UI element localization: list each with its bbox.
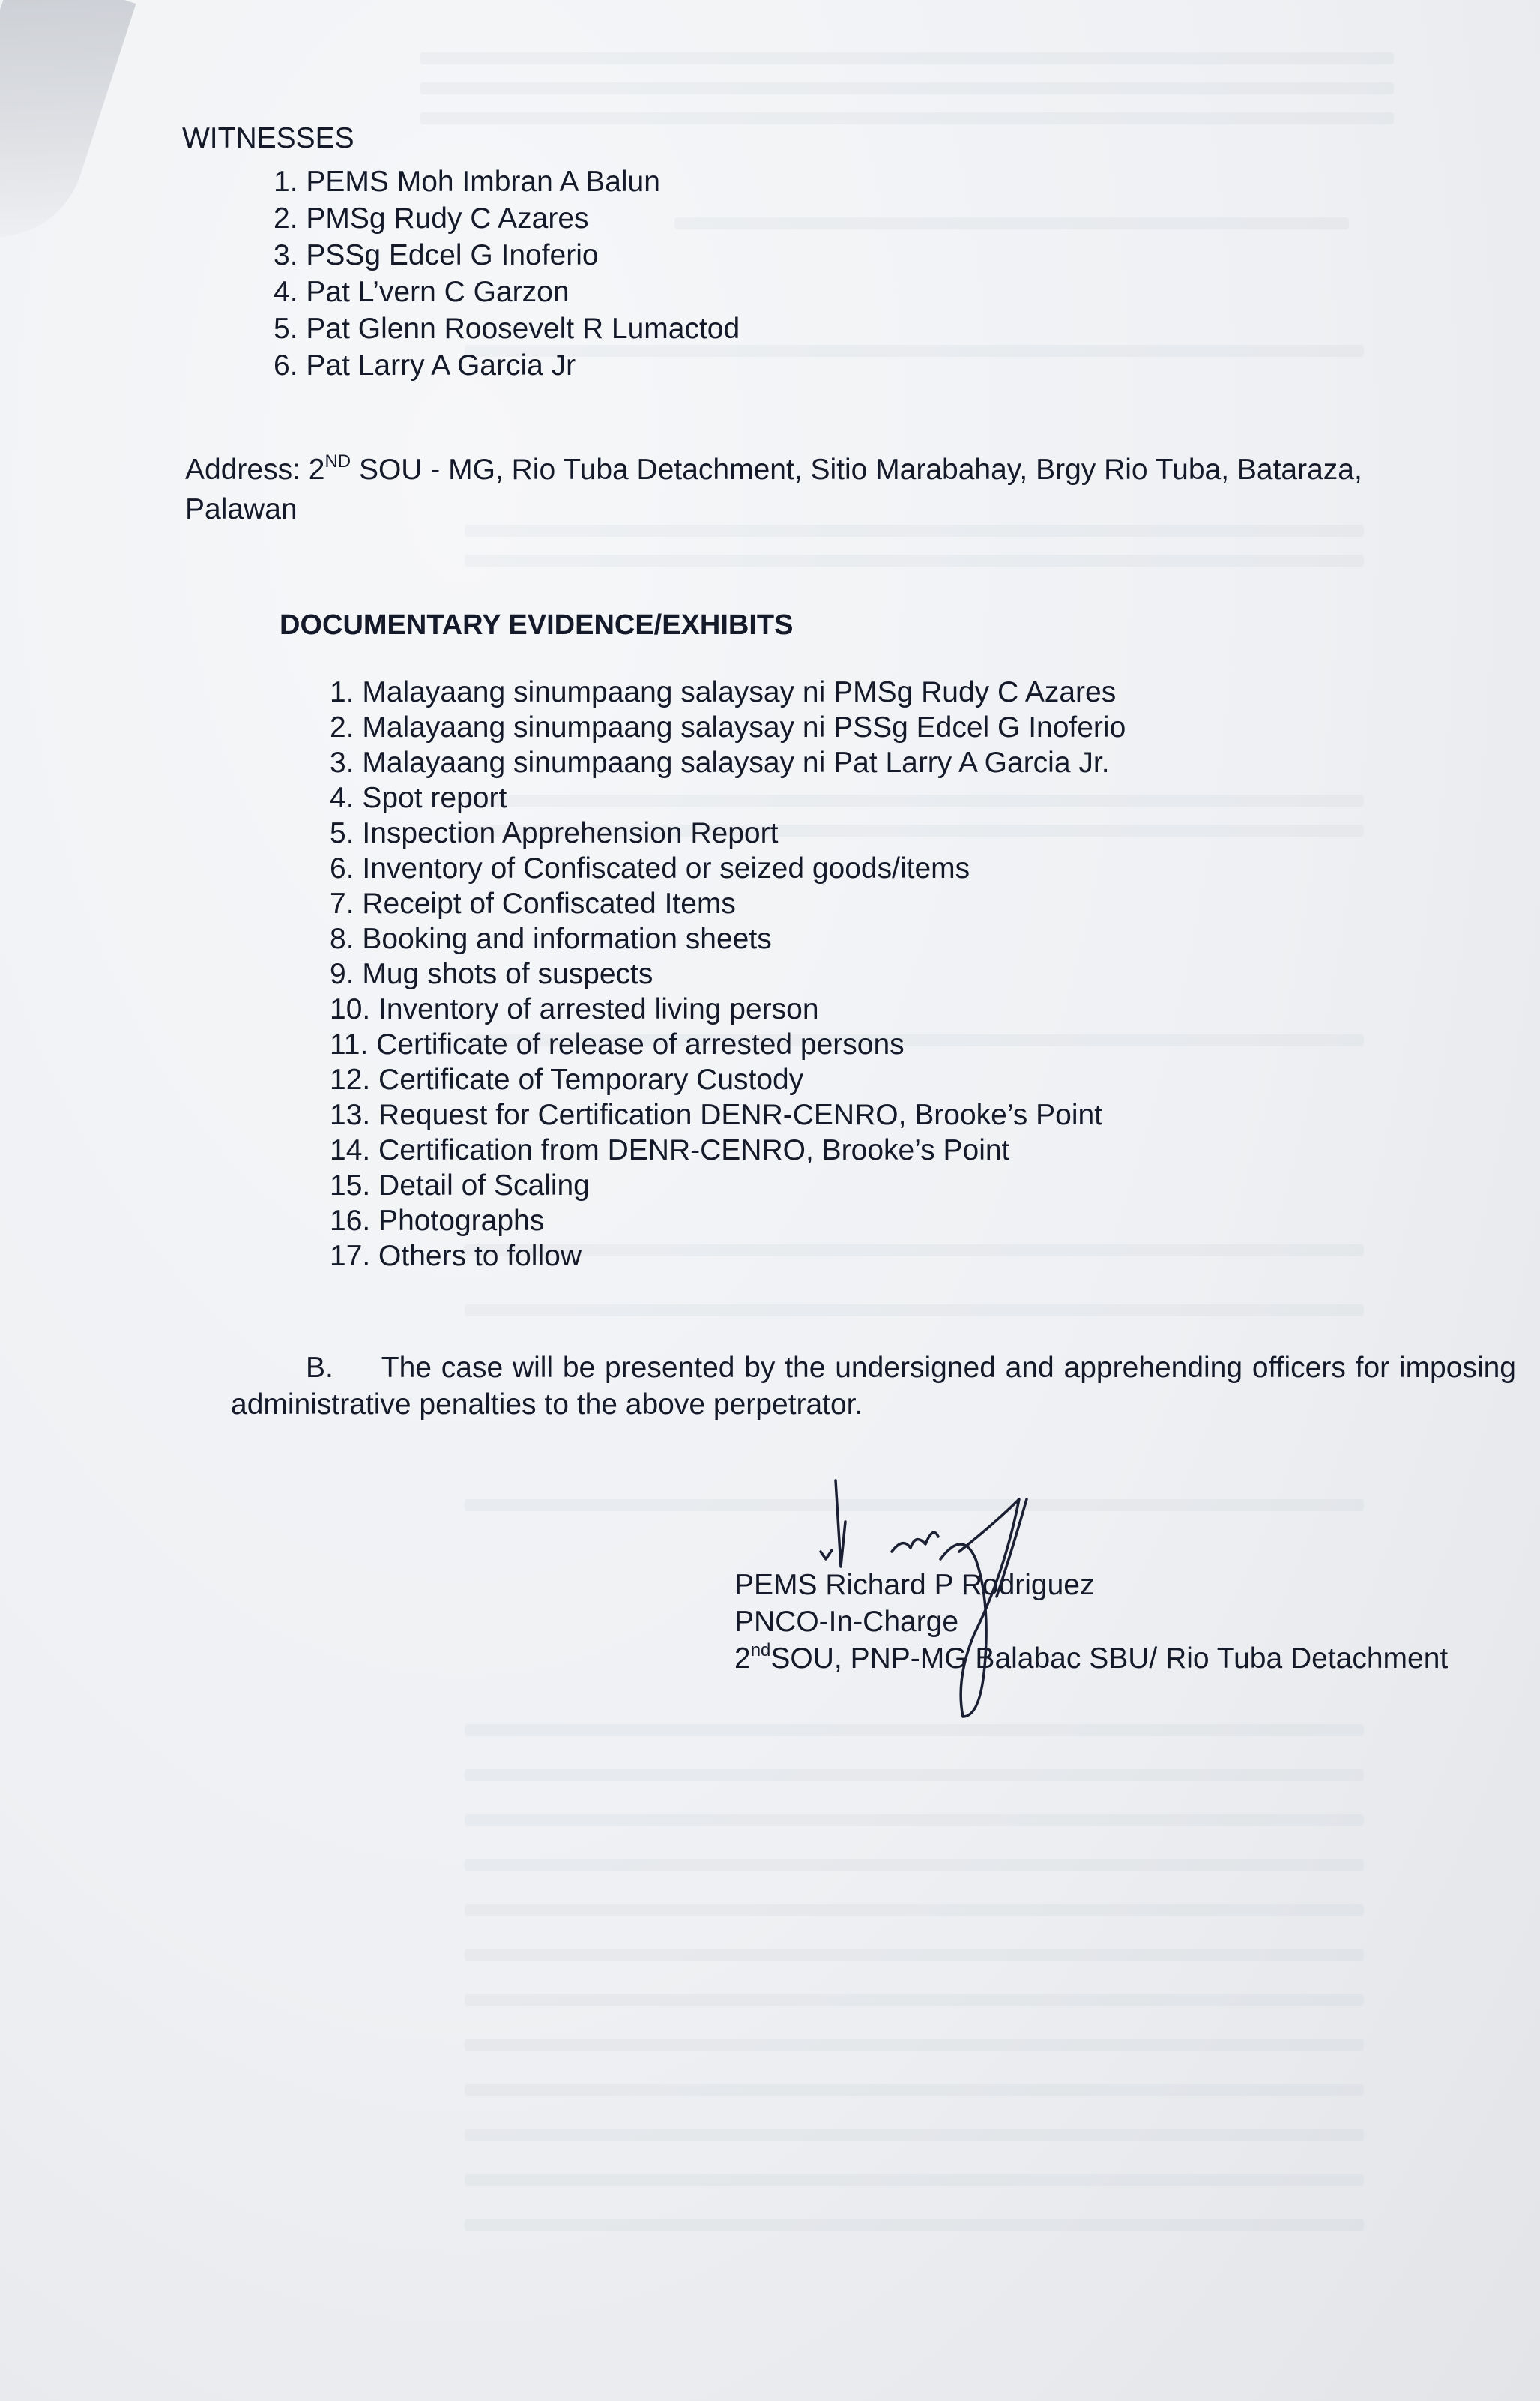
signatory-position: PNCO-In-Charge <box>734 1606 959 1638</box>
list-item: 4. Pat L’vern C Garzon <box>274 276 570 308</box>
witnesses-heading: WITNESSES <box>182 122 354 154</box>
list-item: 11. Certificate of release of arrested persons <box>330 1028 905 1061</box>
address-text: SOU - MG, Rio Tuba Detachment, Sitio Marabahay, Brgy Rio Tuba, Bataraza, Palawan <box>185 454 1362 525</box>
paragraph-b-lead: B. <box>306 1352 333 1384</box>
signatory-name: PEMS Richard P Rodriguez <box>734 1569 1095 1601</box>
list-item: 6. Pat Larry A Garcia Jr <box>274 349 576 382</box>
list-item: 6. Inventory of Confiscated or seized goods/items <box>330 852 970 885</box>
list-item: 4. Spot report <box>330 782 507 814</box>
list-item: 9. Mug shots of suspects <box>330 958 653 990</box>
list-item: 2. Malayaang sinumpaang salaysay ni PSSg Edcel G Inoferio <box>330 711 1126 744</box>
exhibit-list <box>330 675 1126 1274</box>
list-item: 12. Certificate of Temporary Custody <box>330 1064 804 1096</box>
list-item: 14. Certification from DENR-CENRO, Brooke’s Point <box>330 1134 1010 1166</box>
paragraph-b-text: The case will be presented by the undersigned and apprehending officers for imposing administrative penalties to the above perpetrator. <box>231 1352 1516 1421</box>
address-superscript: ND <box>324 451 351 472</box>
list-item: 16. Photographs <box>330 1205 545 1237</box>
paragraph-b <box>231 1349 1516 1423</box>
address-block <box>185 450 1444 529</box>
list-item: 3. Malayaang sinumpaang salaysay ni Pat Larry A Garcia Jr. <box>330 747 1110 779</box>
list-item: 10. Inventory of arrested living person <box>330 993 819 1025</box>
list-item: 7. Receipt of Confiscated Items <box>330 888 736 920</box>
list-item: 1. PEMS Moh Imbran A Balun <box>274 166 660 198</box>
list-item: 13. Request for Certification DENR-CENRO, Brooke’s Point <box>330 1099 1103 1131</box>
evidence-heading: DOCUMENTARY EVIDENCE/EXHIBITS <box>280 609 794 641</box>
list-item: 17. Others to follow <box>330 1240 582 1272</box>
witness-list <box>274 163 740 384</box>
signatory-unit: 2ndSOU, PNP-MG Balabac SBU/ Rio Tuba Detachment <box>734 1640 1449 1675</box>
list-item: 15. Detail of Scaling <box>330 1169 590 1202</box>
list-item: 5. Inspection Apprehension Report <box>330 817 779 849</box>
list-item: 3. PSSg Edcel G Inoferio <box>274 239 599 271</box>
handwritten-signature <box>779 1469 1124 1739</box>
list-item: 8. Booking and information sheets <box>330 923 772 955</box>
page-curl <box>0 0 136 260</box>
list-item: 5. Pat Glenn Roosevelt R Lumactod <box>274 313 740 345</box>
address-label: Address: 2 <box>185 454 325 486</box>
list-item: 2. PMSg Rudy C Azares <box>274 202 589 235</box>
list-item: 1. Malayaang sinumpaang salaysay ni PMSg Rudy C Azares <box>330 676 1117 708</box>
